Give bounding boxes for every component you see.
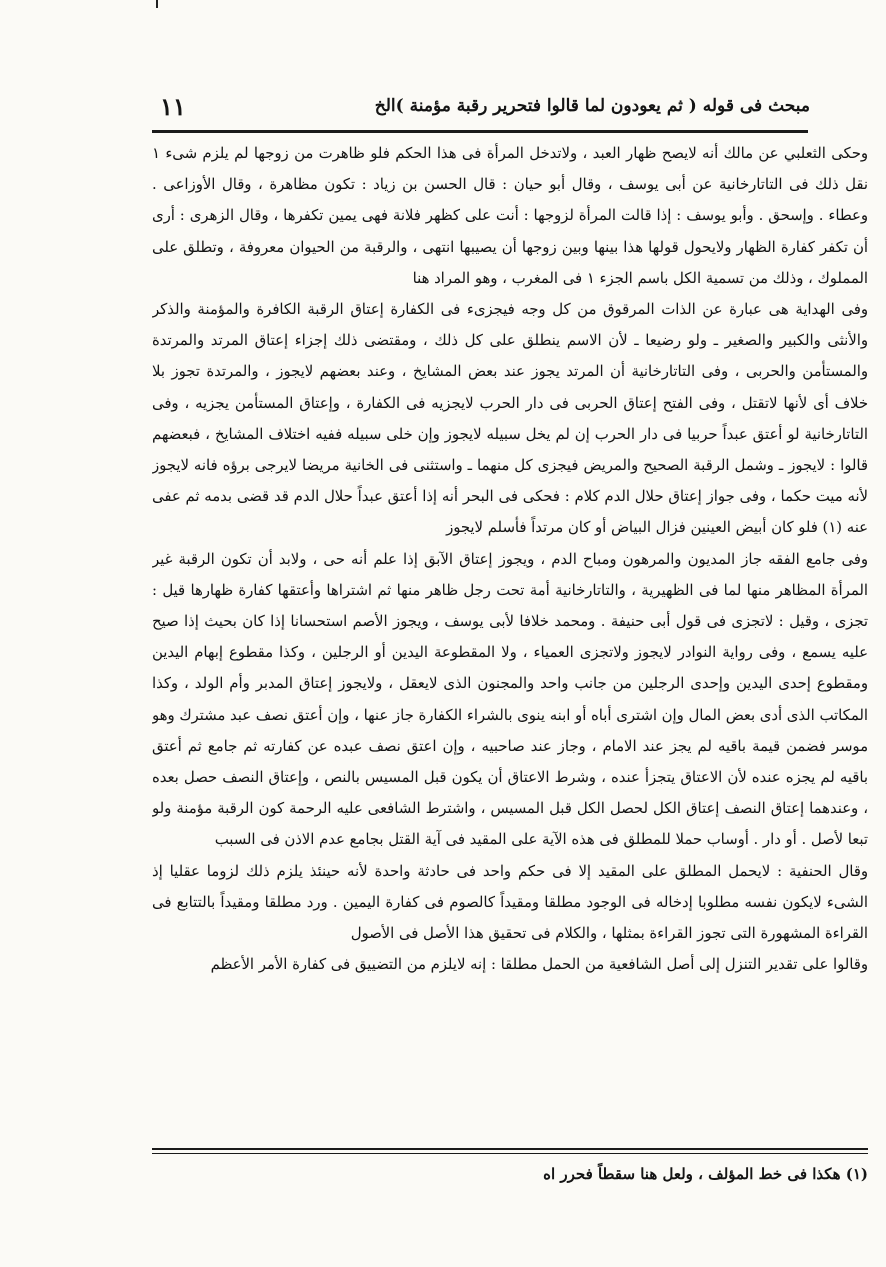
footnote: (١) هكذا فى خط المؤلف ، ولعل هنا سقطاً فحرر اه: [543, 1165, 868, 1183]
header-title: مبحث فى قوله ( ثم يعودون لما قالوا فتحرير رقبة مؤمنة )الخ: [374, 96, 810, 116]
paragraph: وفى جامع الفقه جاز المديون والمرهون ومباح الدم ، ويجوز إعتاق الآبق إذا علم أنه حى ، ولابد أن تكون الرقبة غير المرأة المظاهر منها لما فى الظهيرية ، والتاتارخانية أمة تحت رجل ظاهر منها ثم اشتراها وأعتقها كفارة ظهارها قيل : تجزى ، وقيل : لاتجزى فى قول أبى حنيفة . ومحمد خلافا لأبى يوسف ، ويجوز الأصم استحسانا إذا كان بحيث إذا صيح عليه يسمع ، وفى رواية النوادر لايجوز ولاتجزى العمياء ، ولا المقطوعة اليدين أو الرجلين ، وكذا مقطوع إبهام اليدين ومقطوع إحدى اليدين وإحدى الرجلين من جانب واحد والمجنون الذى لايعقل ، ولايجوز إعتاق المدبر وأم الولد ، وكذا المكاتب الذى أدى بعض المال وإن اشترى أباه أو ابنه ينوى بالشراء الكفارة جاز عنها ، وإن أعتق نصف عبد مشترك وهو موسر فضمن قيمة باقيه لم يجز عند الامام ، وجاز عند صاحبيه ، وإن اعتق نصف عبده عن كفارته ثم جامع ثم أعتق باقيه لم يجزه عنده لأن الاعتاق يتجزأ عنده ، وشرط الاعتاق أن يكون قبل المسيس بالنص ، وإعتاق النصف حصل بعده ، وعندهما إعتاق النصف إعتاق الكل لحصل الكل قبل المسيس ، واشترط الشافعى عليه الرحمة كون الرقبة مؤمنة ولو تبعا لأصل . أو دار . أوساب حملا للمطلق فى هذه الآية على المقيد فى آية القتل بجامع عدم الاذن فى السبب: [152, 550, 868, 849]
running-header: [150, 92, 810, 132]
paragraph: وحكى الثعلبي عن مالك أنه لايصح ظهار العبد ، ولاتدخل المرأة فى هذا الحكم فلو ظاهرت من زوجها لم يلزم شىء ١ نقل ذلك فى التاتارخانية عن أبى يوسف ، وقال أبو حيان : قال الحسن بن زياد : تكون مظاهرة ، وقال الأوزاعى . وعطاء . وإسحق . وأبو يوسف : إذا قالت المرأة لزوجها : أنت على كظهر فلانة فهى يمين تكفرها ، وقال الزهرى : أرى أن تكفر كفارة الظهار ولايحول قولها هذا بينها وبين زوجها أن يصيبها انتهى ، والرقبة من الحيوان معروفة ، وتطلق على المملوك ، وذلك من تسمية الكل باسم الجزء ١ فى المغرب ، وهو المراد هنا: [152, 145, 868, 287]
paragraph: وقالوا على تقدير التنزل إلى أصل الشافعية من الحمل مطلقا : إنه لايلزم من التضييق فى كفارة الأمر الأعظم: [210, 956, 868, 974]
footnote-rule: [152, 1148, 868, 1150]
footnote-rule-thin: [152, 1153, 868, 1154]
scan-mark: [156, 0, 158, 8]
body-text: [152, 138, 868, 1143]
paragraph: وفى الهداية هى عبارة عن الذات المرقوق من كل وجه فيجزىء فى الكفارة إعتاق الرقبة الكافرة والمؤمنة والذكر والأنثى والكبير والصغير ـ ولو رضيعا ـ لأن الاسم ينطلق على كل ذلك ، ومقتضى ذلك إجزاء إعتاق المرتد والمرتدة والمستأمن والحربى ، وفى التاتارخانية أن المرتد يجوز عند بعض المشايخ ، وعند بعضهم لايجوز ، والمرتدة تجوز بلا خلاف أى لأنها لاتقتل ، وفى الفتح إعتاق الحربى فى دار الحرب لايجزيه فى الكفارة ، وإعتاق المستأمن يجزيه ، وفى التاتارخانية لو أعتق عبداً حربيا فى دار الحرب إن لم يخل سبيله لايجوز وإن خلى سبيله ففيه اختلاف المشايخ ، فبعضهم قالوا : لايجوز ـ وشمل الرقبة الصحيح والمريض فيجزى كل منهما ـ واستثنى فى الخانية مريضا لايرجى برؤه فانه لايجوز لأنه ميت حكما ، وفى جواز إعتاق حلال الدم كلام : فحكى فى البحر أنه إذا أعتق عبداً حلال الدم قد قضى بدمه ثم عفى عنه (١) فلو كان أبيض العينين فزال البياض أو كان مرتداً فأسلم لايجوز: [152, 301, 868, 537]
header-rule: [152, 130, 808, 133]
page-number: ١١: [160, 92, 186, 121]
paragraph: وقال الحنفية : لايحمل المطلق على المقيد إلا فى حكم واحد فى حادثة واحدة لأنه حينئذ يلزم ذلك لزوما عقليا إذ الشىء لايكون نفسه مطلوبا إدخاله فى الوجود مطلقا ومقيداً كالصوم فى كفارة اليمين . ورد مطلقا ومقيداً بالتتابع فى القراءة المشهورة التى تجوز القراءة بمثلها ، والكلام فى تحقيق هذا الأصل فى الأصول: [152, 862, 868, 943]
